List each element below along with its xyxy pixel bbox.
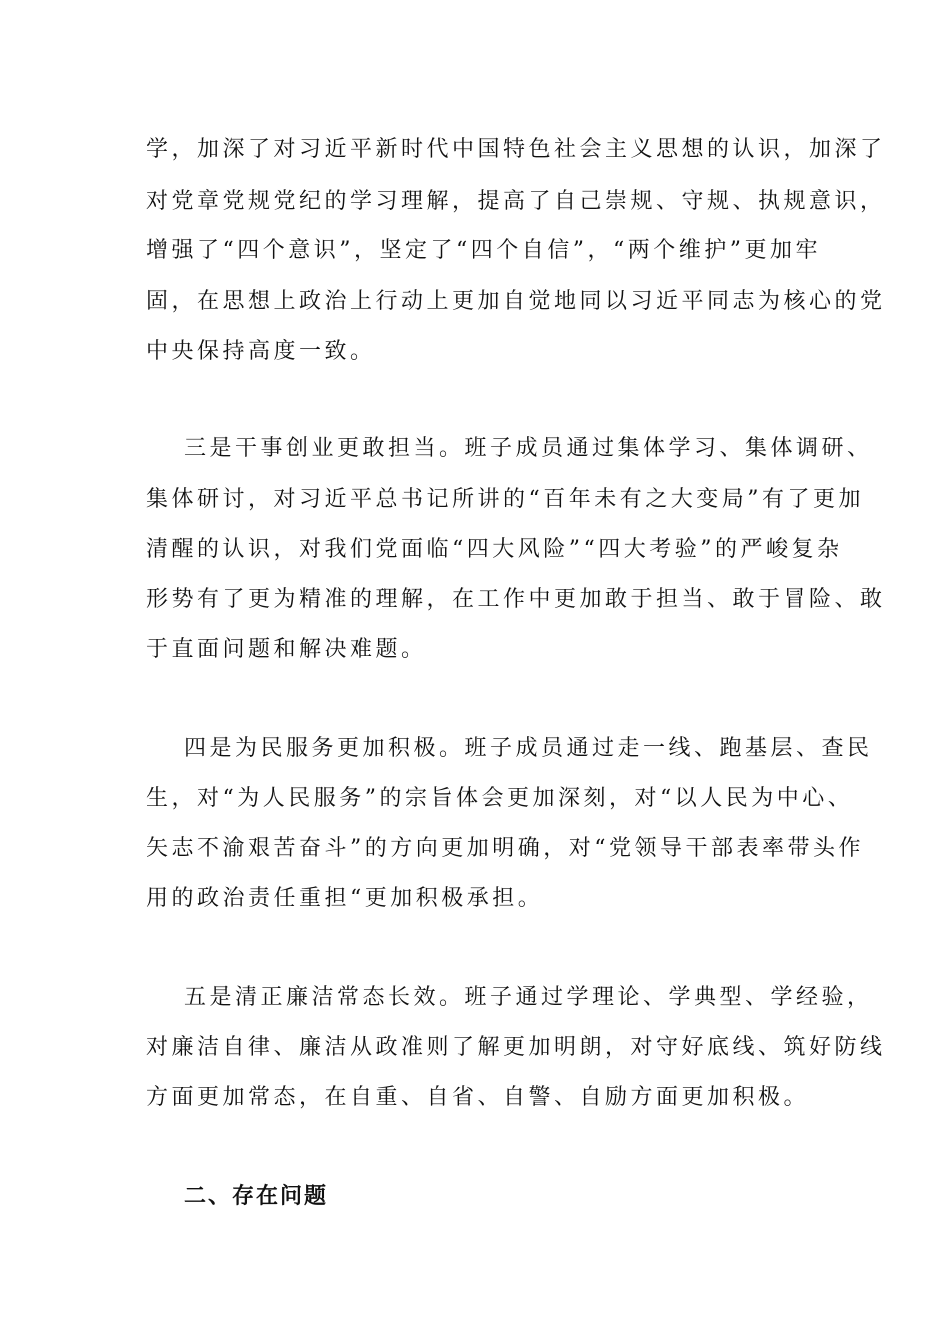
paragraph-1-line-4: 固，在思想上政治上行动上更加自觉地同以习近平同志为核心的党 <box>146 289 886 314</box>
paragraph-3-line-4: 用的政治责任重担“更加积极承担。 <box>146 886 544 911</box>
paragraph-3-line-3: 矢志不渝艰苦奋斗”的方向更加明确，对“党领导干部表率带头作 <box>146 836 864 861</box>
paragraph-4-line-2: 对廉洁自律、廉洁从政准则了解更加明朗，对守好底线、筑好防线 <box>146 1035 886 1060</box>
section-heading: 二、存在问题 <box>184 1184 329 1209</box>
paragraph-1-line-5: 中央保持高度一致。 <box>146 339 376 364</box>
paragraph-2-line-5: 于直面问题和解决难题。 <box>146 637 427 662</box>
paragraph-4-line-3: 方面更加常态，在自重、自省、自警、自励方面更加积极。 <box>146 1085 810 1110</box>
paragraph-2-line-4: 形势有了更为精准的理解，在工作中更加敢于担当、敢于冒险、敢 <box>146 587 886 612</box>
paragraph-2-line-1: 三是干事创业更敢担当。班子成员通过集体学习、集体调研、 <box>184 436 873 461</box>
paragraph-2-line-3: 清醒的认识，对我们党面临“四大风险”“四大考验”的严峻复杂 <box>146 537 843 562</box>
paragraph-1-line-1: 学，加深了对习近平新时代中国特色社会主义思想的认识，加深了 <box>146 137 886 162</box>
paragraph-1-line-2: 对党章党规党纪的学习理解，提高了自己崇规、守规、执规意识， <box>146 189 886 214</box>
paragraph-1-line-3: 增强了“四个意识”，坚定了“四个自信”，“两个维护”更加牢 <box>146 238 821 263</box>
paragraph-4-line-1: 五是清正廉洁常态长效。班子通过学理论、学典型、学经验， <box>184 985 873 1010</box>
paragraph-3-line-1: 四是为民服务更加积极。班子成员通过走一线、跑基层、查民 <box>184 736 873 761</box>
paragraph-3-line-2: 生，对“为人民服务”的宗旨体会更加深刻，对“以人民为中心、 <box>146 786 854 811</box>
paragraph-2-line-2: 集体研讨，对习近平总书记所讲的“百年未有之大变局”有了更加 <box>146 487 864 512</box>
